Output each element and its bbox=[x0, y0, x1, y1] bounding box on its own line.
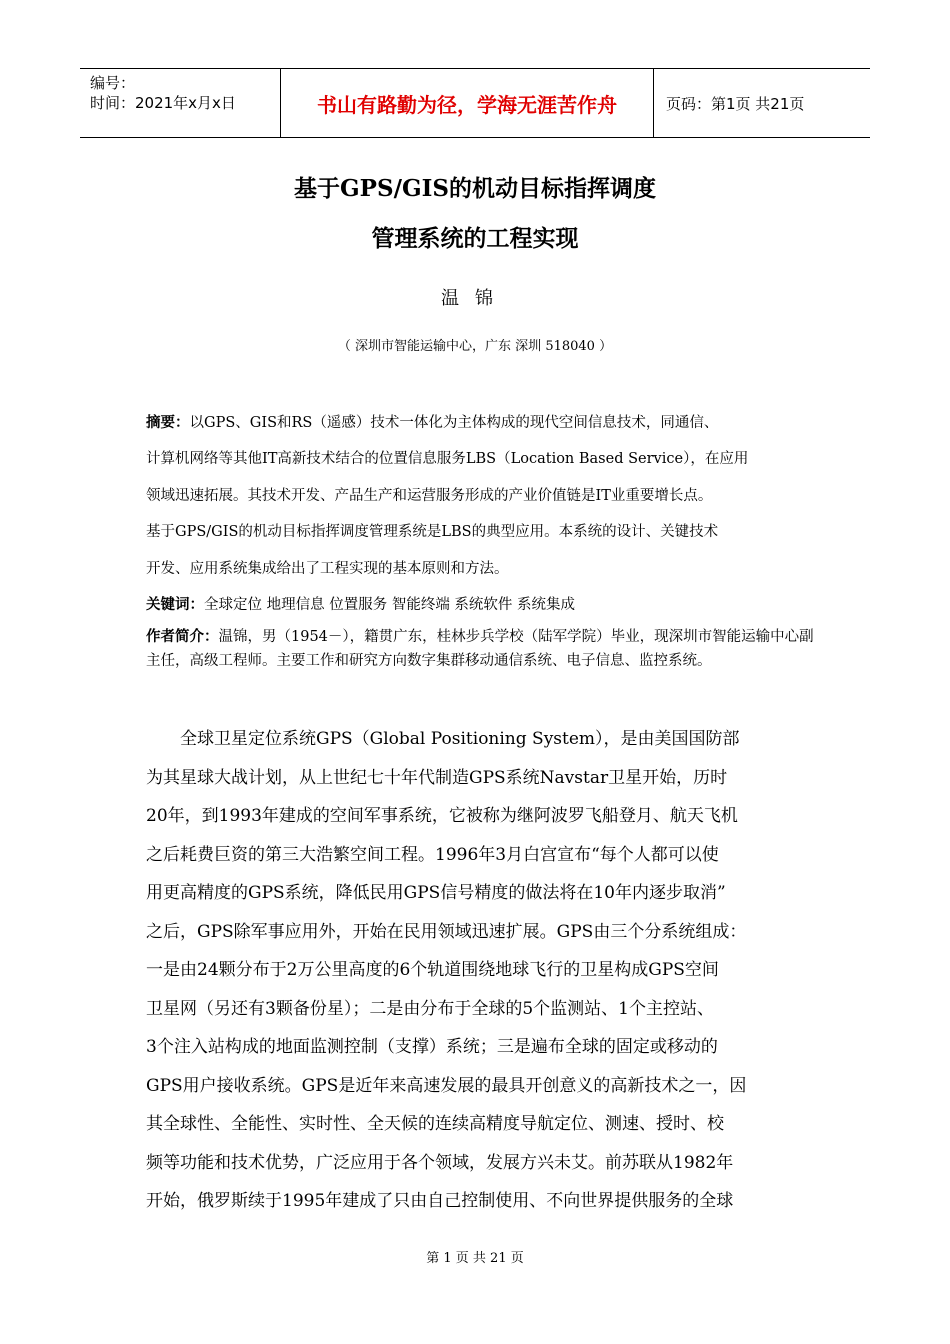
header-meta bbox=[90, 73, 280, 113]
header-page-label: 页码：第1页 共21页 bbox=[666, 95, 805, 113]
body-line: 全球卫星定位系统GPS（Global Positioning System），是由美国国防部 bbox=[146, 729, 740, 749]
body-line: 之后耗费巨资的第三大浩繁空间工程。1996年3月白宫宣布“每个人都可以使 bbox=[146, 844, 719, 865]
author-name: 温锦 bbox=[441, 288, 509, 309]
abstract-line: 领域迅速拓展。其技术开发、产品生产和运营服务形成的产业价值链是IT业重要增长点。 bbox=[146, 488, 713, 504]
keywords bbox=[146, 593, 575, 614]
author-bio-label: 作者简介： bbox=[146, 629, 219, 645]
title-line-1: 基于GPS/GIS的机动目标指挥调度 bbox=[294, 175, 656, 202]
abstract-line: 基于GPS/GIS的机动目标指挥调度管理系统是LBS的典型应用。本系统的设计、关键技术 bbox=[146, 524, 719, 540]
abstract-line: 开发、应用系统集成给出了工程实现的基本原则和方法。 bbox=[146, 561, 509, 577]
body-line: GPS用户接收系统。GPS是近年来高速发展的最具开创意义的高新技术之一，因 bbox=[146, 1075, 747, 1096]
body-line: 一是由24颗分布于2万公里高度的6个轨道围绕地球飞行的卫星构成GPS空间 bbox=[146, 960, 719, 980]
abstract-line: 计算机网络等其他IT高新技术结合的位置信息服务LBS（Location Based Service），在应用 bbox=[146, 451, 749, 467]
body-line: 频等功能和技术优势，广泛应用于各个领域，发展方兴未艾。前苏联从1982年 bbox=[146, 1152, 734, 1173]
time-label: 时间：2021年x月x日 bbox=[90, 94, 236, 112]
body-line: 其全球性、全能性、实时性、全天候的连续高精度导航定位、测速、授时、校 bbox=[146, 1114, 724, 1134]
keywords-label: 关键词： bbox=[146, 597, 204, 613]
author-affiliation: （ 深圳市智能运输中心，广东 深圳 518040 ） bbox=[337, 339, 613, 354]
number-label: 编号： bbox=[90, 74, 136, 92]
body-line: 20年，到1993年建成的空间军事系统，它被称为继阿波罗飞船登月、航天飞机 bbox=[146, 806, 738, 826]
header-motto: 书山有路勤为径，学海无涯苦作舟 bbox=[280, 69, 654, 137]
page-footer: 第 1 页 共 21 页 bbox=[426, 1251, 524, 1266]
author-bio bbox=[146, 626, 826, 673]
author-bio-text: 温锦，男（1954－），籍贯广东，桂林步兵学校（陆军学院）毕业，现深圳市智能运输中心副主任，高级工程师。主要工作和研究方向数字集群移动通信系统、电子信息、监控系统。 bbox=[146, 629, 814, 669]
body-line: 3个注入站构成的地面监测控制（支撑）系统；三是遍布全球的固定或移动的 bbox=[146, 1037, 718, 1057]
keywords-text: 全球定位 地理信息 位置服务 智能终端 系统软件 系统集成 bbox=[204, 597, 576, 613]
body-line: 为其星球大战计划，从上世纪七十年代制造GPS系统Navstar卫星开始，历时 bbox=[146, 767, 728, 788]
title-line-2: 管理系统的工程实现 bbox=[371, 225, 579, 252]
abstract-line bbox=[146, 405, 826, 442]
page-header bbox=[80, 68, 870, 138]
body-line: 卫星网（另还有3颗备份星）；二是由分布于全球的5个监测站、1个主控站、 bbox=[146, 998, 714, 1019]
body-line: 开始，俄罗斯续于1995年建成了只由自己控制使用、不向世界提供服务的全球 bbox=[146, 1191, 734, 1211]
abstract-label: 摘要： bbox=[146, 415, 190, 431]
abstract-text: 以GPS、GIS和RS（遥感）技术一体化为主体构成的现代空间信息技术，同通信、 bbox=[189, 415, 719, 431]
body-line: 用更高精度的GPS系统，降低民用GPS信号精度的做法将在10年内逐步取消” bbox=[146, 883, 726, 903]
body-text bbox=[146, 720, 816, 1221]
body-line: 之后，GPS除军事应用外，开始在民用领域迅速扩展。GPS由三个分系统组成： bbox=[146, 921, 747, 942]
